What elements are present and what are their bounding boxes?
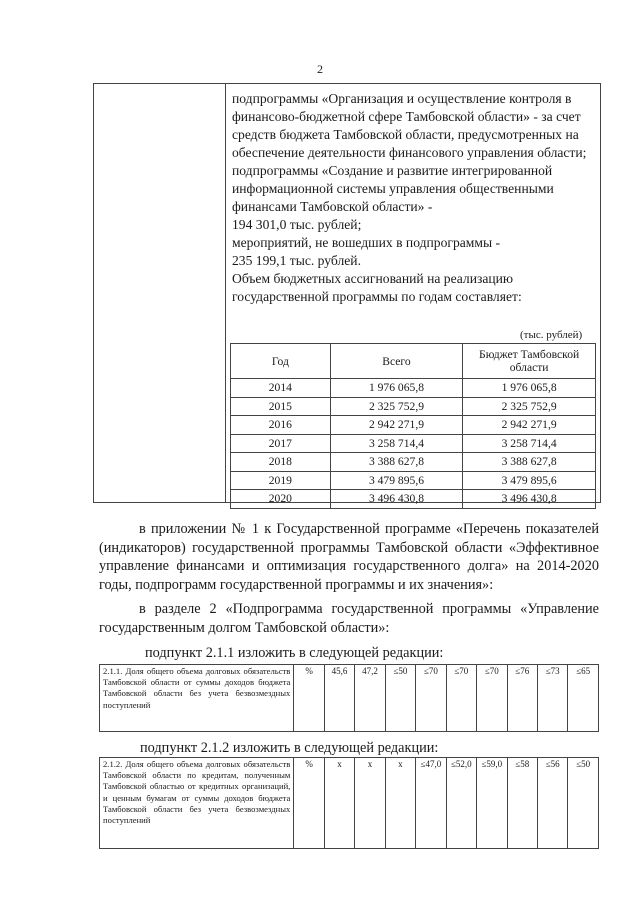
years-table	[230, 343, 596, 509]
cell-budget: 3 496 430,8	[463, 490, 596, 509]
cell-total: 3 258 714,4	[330, 434, 463, 453]
column-divider	[225, 84, 226, 502]
frame-mark	[93, 489, 98, 501]
table-row	[231, 416, 596, 435]
table-row	[100, 665, 599, 732]
indicator-value: х	[385, 758, 415, 849]
indicator-value: ≤50	[568, 758, 599, 849]
indicator-table-1	[99, 664, 599, 732]
cell-total: 2 942 271,9	[330, 416, 463, 435]
text-line: подпрограммы «Создание и развитие интегрированной информационной системы управления общественными финансами Тамбовской области» -	[232, 163, 554, 214]
indicator-value: ≤58	[507, 758, 537, 849]
indicator-value: ≤70	[477, 665, 507, 732]
header-year: Год	[231, 344, 331, 379]
indicator-value: 47,2	[355, 665, 385, 732]
text-line: 235 199,1 тыс. рублей.	[232, 253, 361, 268]
indicator-name: 2.1.1. Доля общего объема долговых обязательств Тамбовской области от суммы доходов бюджета Тамбовской области без учета безвозмездных поступлений	[100, 665, 294, 732]
indicator-value: ≤59,0	[477, 758, 507, 849]
table-row	[100, 758, 599, 849]
indicator-value: ≤65	[568, 665, 599, 732]
indicator-value: х	[355, 758, 385, 849]
text-line: мероприятий, не вошедших в подпрограммы -	[232, 235, 501, 250]
cell-year: 2019	[231, 471, 331, 490]
cell-budget: 1 976 065,8	[463, 379, 596, 398]
indicator-unit: %	[294, 665, 324, 732]
subitem-title-1: подпункт 2.1.1 изложить в следующей редакции:	[145, 645, 444, 661]
cell-budget: 2 325 752,9	[463, 397, 596, 416]
cell-year: 2017	[231, 434, 331, 453]
cell-budget: 2 942 271,9	[463, 416, 596, 435]
page-number: 2	[317, 62, 323, 76]
cell-year: 2014	[231, 379, 331, 398]
amendment-paragraph-2	[99, 600, 599, 637]
indicator-value: х	[324, 758, 354, 849]
indicator-value: ≤50	[385, 665, 415, 732]
table-row	[231, 471, 596, 490]
cell-total: 3 479 895,6	[330, 471, 463, 490]
indicator-table-2	[99, 757, 599, 849]
header-total: Всего	[330, 344, 463, 379]
cell-budget: 3 479 895,6	[463, 471, 596, 490]
paragraph-text: в приложении № 1 к Государственной программе «Перечень показателей (индикаторов) государственной программы Тамбовской области «Эффективное управление финансами и оптимизация государственного долга» на 2014-2020 годы, подпрограмм государственной программы и их значения»:	[99, 521, 599, 593]
text-line: Объем бюджетных ассигнований на реализацию государственной программы по годам составляет:	[232, 271, 522, 304]
cell-total: 2 325 752,9	[330, 397, 463, 416]
cell-budget: 3 388 627,8	[463, 453, 596, 472]
indicator-value: ≤47,0	[416, 758, 446, 849]
table-row	[231, 453, 596, 472]
header-budget: Бюджет Тамбовской области	[463, 344, 596, 379]
indicator-value: ≤76	[507, 665, 537, 732]
indicator-value: ≤70	[446, 665, 476, 732]
indicator-unit: %	[294, 758, 324, 849]
table-row	[231, 397, 596, 416]
subitem-title-2: подпункт 2.1.2 изложить в следующей редакции:	[140, 740, 439, 756]
unit-label: (тыс. рублей)	[520, 329, 583, 341]
cell-year: 2015	[231, 397, 331, 416]
cell-budget: 3 258 714,4	[463, 434, 596, 453]
cell-year: 2018	[231, 453, 331, 472]
table-row	[231, 490, 596, 509]
table-row	[231, 379, 596, 398]
indicator-value: ≤56	[537, 758, 567, 849]
indicator-value: ≤70	[416, 665, 446, 732]
indicator-value: ≤52,0	[446, 758, 476, 849]
cell-total: 1 976 065,8	[330, 379, 463, 398]
indicator-name: 2.1.2. Доля общего объема долговых обязательств Тамбовской области по кредитам, полученным Тамбовской областью от кредитных организаций, и ценным бумагам от суммы доходов бюджета Тамбовской области без учета безвозмездных поступлений	[100, 758, 294, 849]
amendment-paragraph-1	[99, 520, 599, 594]
cell-total: 3 388 627,8	[330, 453, 463, 472]
paragraph-text: в разделе 2 «Подпрограмма государственной программы «Управление государственным долгом Тамбовской области»:	[99, 601, 599, 636]
indicator-value: 45,6	[324, 665, 354, 732]
text-line: подпрограммы «Организация и осуществление контроля в финансово-бюджетной сфере Тамбовской области» - за счет средств бюджета Тамбовской области, предусмотренных на обеспечение деятельности финансового управления области;	[232, 91, 587, 160]
table-header-row	[231, 344, 596, 379]
cell-year: 2016	[231, 416, 331, 435]
cell-total: 3 496 430,8	[330, 490, 463, 509]
indicator-value: ≤73	[537, 665, 567, 732]
cell-year: 2020	[231, 490, 331, 509]
funding-text	[232, 90, 597, 306]
text-line: 194 301,0 тыс. рублей;	[232, 217, 362, 232]
table-row	[231, 434, 596, 453]
